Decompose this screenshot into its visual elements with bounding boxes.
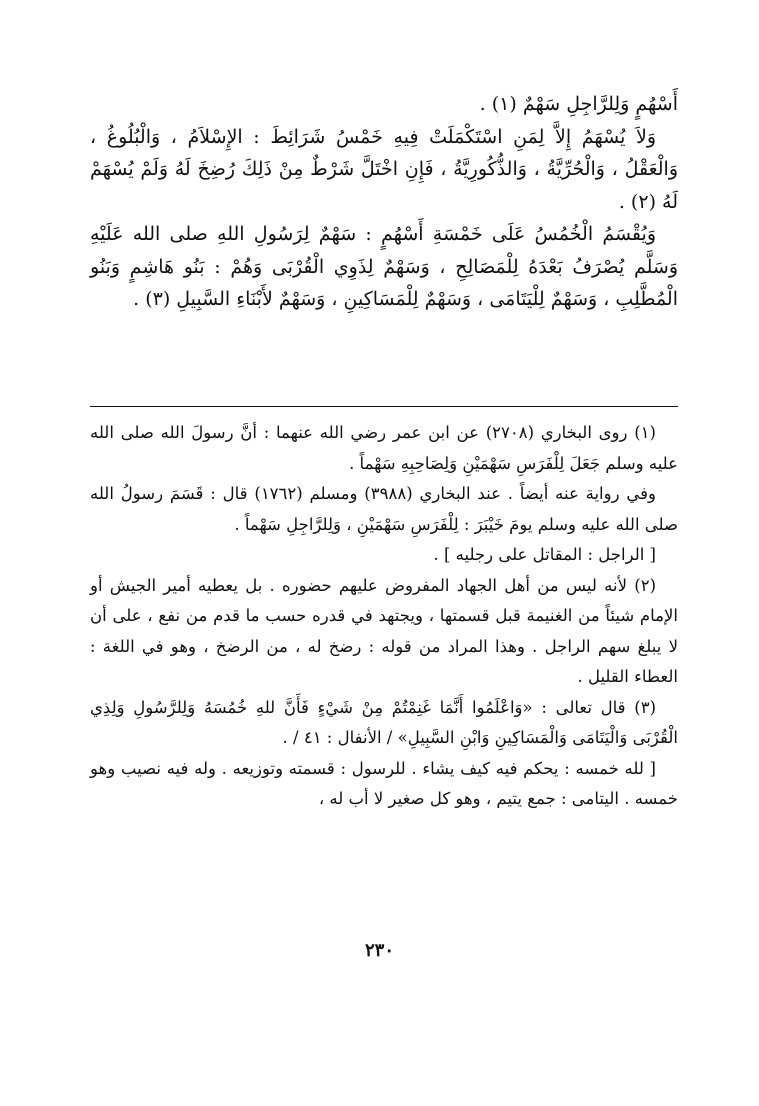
page-number: ٢٣٠ bbox=[364, 940, 394, 961]
book-page bbox=[90, 88, 678, 808]
main-paragraph-1: أَسْهُمٍ وَلِلرَّاجِلِ سَهْمٌ (١) . bbox=[479, 93, 678, 115]
footnote-1-gloss: [ الراجل : المقاتل على رجليه ] . bbox=[433, 545, 656, 564]
footnote-3: (٣) قال تعالى : «وَاعْلَمُوا أَنَّمَا غَنِمْتُمْ مِنْ شَيْءٍ فَأَنَّ للهِ خُمُسَهُ وَلِلرَّسُولِ وَلِذِي الْقُرْبَى وَالْيَتَامَى وَالْمَسَاكِينِ وَابْنِ السَّبِيلِ» / الأنفال : ٤١ / . bbox=[90, 697, 678, 747]
main-text bbox=[90, 88, 678, 316]
footnote-separator bbox=[90, 406, 678, 407]
footnotes bbox=[90, 418, 678, 815]
main-paragraph-3: وَيُقْسَمُ الْخُمُسُ عَلَى خَمْسَةِ أَسْهُمٍ : سَهْمٌ لِرَسُولِ اللهِ صلى الله عَلَيْهِ وَسَلَّم يُصْرَفُ بَعْدَهُ لِلْمَصَالِحِ ، وَسَهْمٌ لِذَوِي الْقُرْبَى وَهُمْ : بَنُو هَاشِمٍ وَبَنُو الْمُطَّلِبِ ، وَسَهْمٌ لِلْيَتَامَى ، وَسَهْمٌ لِلْمَسَاكِينِ ، وَسَهْمٌ لأَبْنَاءِ السَّبِيلِ (٣) . bbox=[90, 223, 678, 310]
footnote-3-gloss: [ لله خمسه : يحكم فيه كيف يشاء . للرسول : قسمته وتوزيعه . وله فيه نصيب وهو خمسه . اليتامى : جمع يتيم ، وهو كل صغير لا أب له ، bbox=[90, 758, 678, 808]
main-paragraph-2: وَلاَ يُسْهَمُ إِلاَّ لِمَنِ اسْتَكْمَلَتْ فِيهِ خَمْسُ شَرَائِطَ : الإِسْلاَمُ ، وَالْبُلُوغُ ، وَالْعَقْلُ ، وَالْحُرِّيَّةُ ، وَالذُّكُورِيَّةُ ، فَإِنِ اخْتَلَّ شَرْطٌ مِنْ ذَلِكَ رُضِخَ لَهُ وَلَمْ يُسْهَمْ لَهُ (٢) . bbox=[90, 125, 678, 213]
footnote-1: (١) روى البخاري (٢٧٠٨) عن ابن عمر رضي الله عنهما : أنَّ رسولَ الله صلى الله عليه وسلم جَعَلَ لِلْفَرَسِ سَهْمَيْنِ وَلِصَاحِبِهِ سَهْماً . bbox=[90, 423, 678, 473]
footnote-1-continued: وفي رواية عنه أيضاً . عند البخاري (٣٩٨٨) ومسلم (١٧٦٢) قال : قَسَمَ رسولُ الله صلى الله عليه وسلم يومَ خَيْبَرَ : لِلْفَرَسِ سَهْمَيْنِ ، وَلِلرَّاجِلِ سَهْماً . bbox=[90, 484, 678, 534]
footnote-2: (٢) لأنه ليس من أهل الجهاد المفروض عليهم حضوره . بل يعطيه أمير الجيش أو الإمام شيئاً من الغنيمة قبل قسمتها ، ويجتهد في قدره حسب ما قدم من نفع ، على أن لا يبلغ سهم الراجل . وهذا المراد من قوله : رضخ له ، من الرضخ ، وهو في اللغة : العطاء القليل . bbox=[90, 575, 678, 686]
